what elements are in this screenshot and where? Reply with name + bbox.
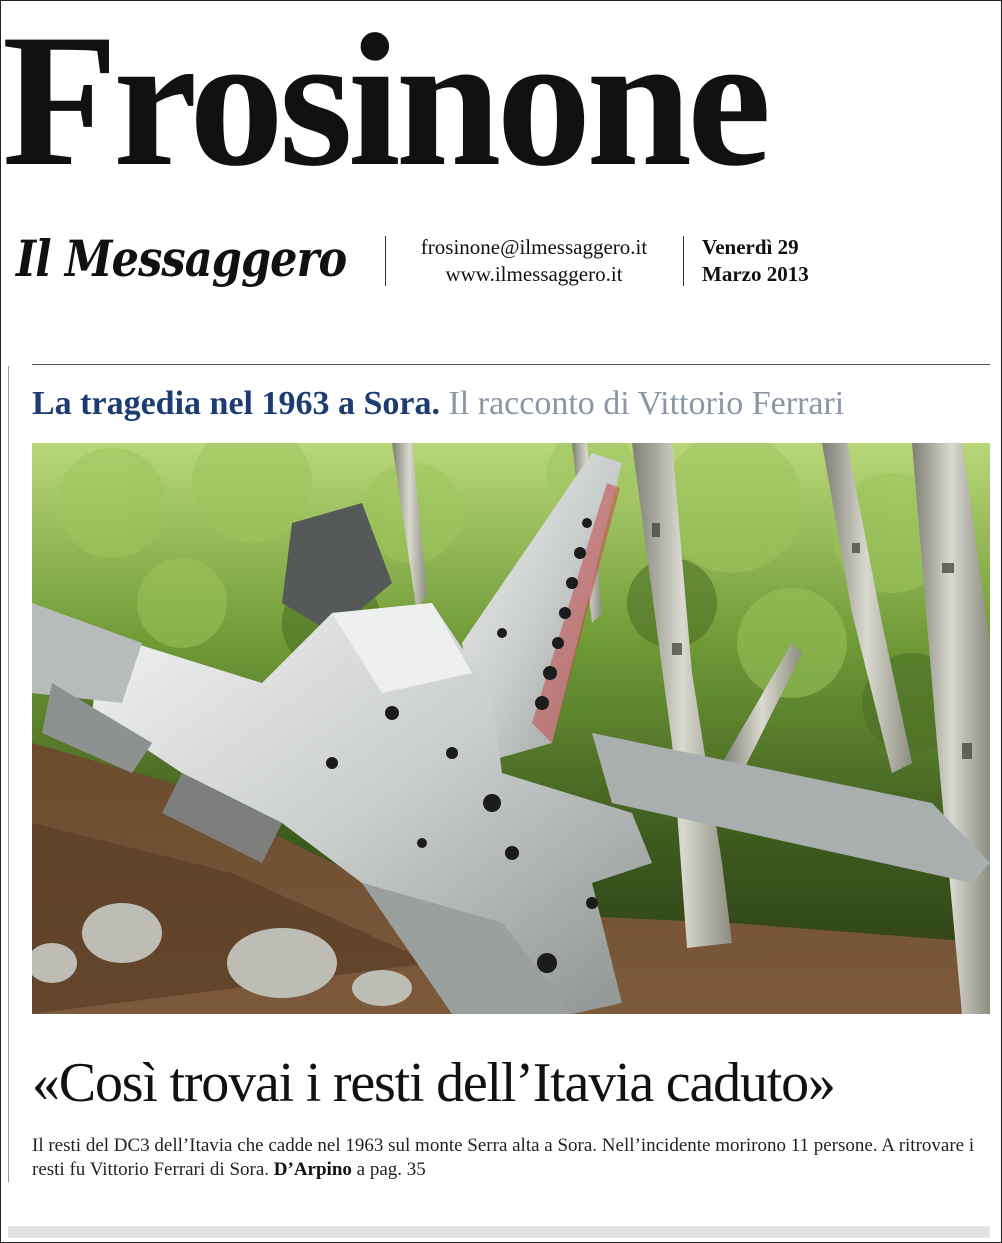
story-summary (32, 1134, 977, 1182)
kicker-main: La tragedia nel 1963 a Sora. (32, 385, 440, 422)
kicker-secondary: Il racconto di Vittorio Ferrari (448, 385, 845, 422)
plane-wreck-photo (32, 443, 990, 1014)
summary-text: Il resti del DC3 dell’Itavia che cadde nel 1963 sul monte Serra alta a Sora. Nell’incidente morirono 11 persone. A ritrovare i resti fu Vittorio Ferrari di Sora. (32, 1135, 975, 1180)
story-headline: «Così trovai i resti dell’Itavia caduto» (32, 1052, 835, 1114)
footer-bar (8, 1226, 990, 1238)
date-month-year: Marzo 2013 (702, 262, 809, 286)
section-rule (32, 364, 990, 365)
story-photo (32, 443, 990, 1014)
contact-email[interactable]: frosinone@ilmessaggero.it (420, 235, 648, 259)
dateline (702, 234, 809, 288)
article-left-rule (8, 366, 9, 1182)
contact-block (398, 234, 670, 288)
header-divider-right (683, 236, 684, 286)
summary-page-ref[interactable]: a pag. 35 (356, 1159, 426, 1180)
masthead-title: Frosinone (2, 0, 767, 206)
summary-author: D’Arpino (273, 1159, 352, 1180)
date-weekday-day: Venerdì 29 (702, 235, 799, 259)
contact-website[interactable]: www.ilmessaggero.it (445, 262, 623, 286)
header-divider-left (385, 236, 386, 286)
newspaper-logo: Il Messaggero (16, 229, 347, 288)
story-kicker (32, 380, 992, 428)
